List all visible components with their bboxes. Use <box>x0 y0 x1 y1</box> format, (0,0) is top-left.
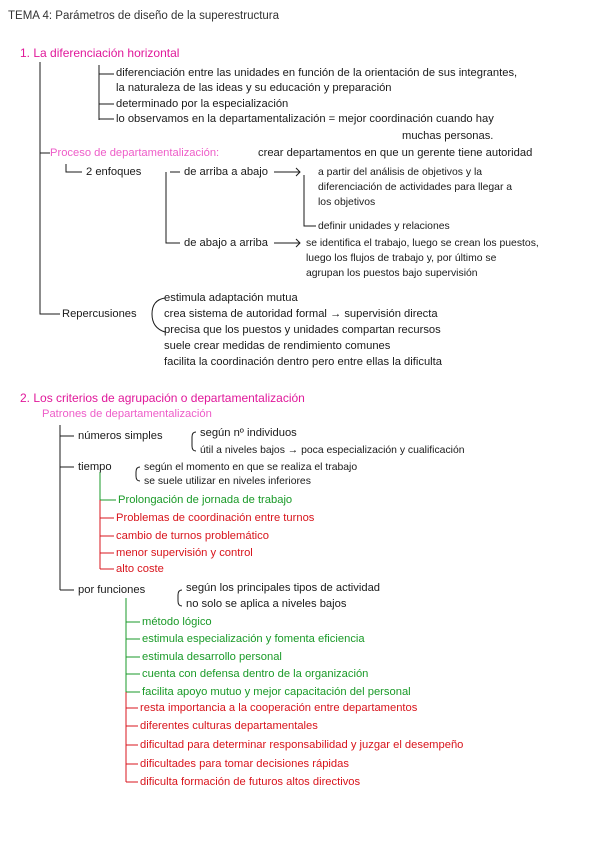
repercusion-item: suele crear medidas de rendimiento comunes <box>164 340 391 352</box>
tiempo-label: tiempo <box>78 461 112 473</box>
section-1-heading: 1. La diferenciación horizontal <box>20 46 180 60</box>
funciones-disadvantage: dificultad para determinar responsabilidad y juzgar el desempeño <box>140 739 464 751</box>
funciones-disadvantage: diferentes culturas departamentales <box>140 720 318 732</box>
repercusion-item: precisa que los puestos y unidades compartan recursos <box>164 324 441 336</box>
arriba-item: diferenciación de actividades para llegar a <box>318 182 513 193</box>
funciones-label: por funciones <box>78 584 146 596</box>
numeros-item: útil a niveles bajos → poca especialización y cualificación <box>200 445 465 456</box>
funciones-item: no solo se aplica a niveles bajos <box>186 598 347 610</box>
tiempo-disadvantage: cambio de turnos problemático <box>116 530 269 542</box>
funciones-advantage: facilita apoyo mutuo y mejor capacitación del personal <box>142 686 411 698</box>
point-line: diferenciación entre las unidades en función de la orientación de sus integrantes, <box>116 67 518 79</box>
tiempo-item: según el momento en que se realiza el trabajo <box>144 462 358 473</box>
funciones-item: según los principales tipos de actividad <box>186 582 381 594</box>
enfoque-arriba: de arriba a abajo <box>184 166 268 178</box>
funciones-advantage: cuenta con defensa dentro de la organización <box>142 668 369 680</box>
proceso-label: Proceso de departamentalización: <box>50 147 220 159</box>
abajo-item: luego los flujos de trabajo y, por último se <box>306 253 497 264</box>
section-2-heading: 2. Los criterios de agrupación o departamentalización <box>20 391 305 405</box>
enfoque-abajo: de abajo a arriba <box>184 237 268 249</box>
point-line: la naturaleza de las ideas y su educación y preparación <box>116 82 392 94</box>
page-title: TEMA 4: Parámetros de diseño de la superestructura <box>8 10 280 22</box>
tiempo-advantage: Prolongación de jornada de trabajo <box>118 494 293 506</box>
repercusion-item: facilita la coordinación dentro pero entre ellas la dificulta <box>164 356 442 368</box>
numeros-label: números simples <box>78 430 163 442</box>
arriba-item: los objetivos <box>318 197 376 208</box>
arriba-item: a partir del análisis de objetivos y la <box>318 167 483 178</box>
funciones-advantage: estimula desarrollo personal <box>142 651 282 663</box>
arriba-item: definir unidades y relaciones <box>318 221 450 232</box>
tiempo-disadvantage: Problemas de coordinación entre turnos <box>116 512 315 524</box>
tiempo-disadvantage: menor supervisión y control <box>116 547 253 559</box>
repercusiones-label: Repercusiones <box>62 308 137 320</box>
funciones-disadvantage: dificulta formación de futuros altos directivos <box>140 776 361 788</box>
funciones-advantage: estimula especialización y fomenta eficiencia <box>142 633 365 645</box>
point-line: determinado por la especialización <box>116 98 289 110</box>
point-line: lo observamos en la departamentalización = mejor coordinación cuando hay <box>116 113 494 125</box>
funciones-advantage: método lógico <box>142 616 212 628</box>
abajo-item: se identifica el trabajo, luego se crean los puestos, <box>306 238 539 249</box>
point-line: muchas personas. <box>402 130 494 142</box>
repercusion-item: crea sistema de autoridad formal → supervisión directa <box>164 308 438 320</box>
section-2-subheading: Patrones de departamentalización <box>42 408 212 420</box>
abajo-item: agrupan los puestos bajo supervisión <box>306 268 478 279</box>
repercusion-item: estimula adaptación mutua <box>164 292 298 304</box>
funciones-disadvantage: dificultades para tomar decisiones rápidas <box>140 758 349 770</box>
tiempo-disadvantage: alto coste <box>116 563 164 575</box>
proceso-text: crear departamentos en que un gerente tiene autoridad <box>258 147 533 159</box>
tiempo-item: se suele utilizar en niveles inferiores <box>144 476 311 487</box>
enfoques-label: 2 enfoques <box>86 166 142 178</box>
funciones-disadvantage: resta importancia a la cooperación entre departamentos <box>140 702 418 714</box>
numeros-item: según nº individuos <box>200 427 297 439</box>
